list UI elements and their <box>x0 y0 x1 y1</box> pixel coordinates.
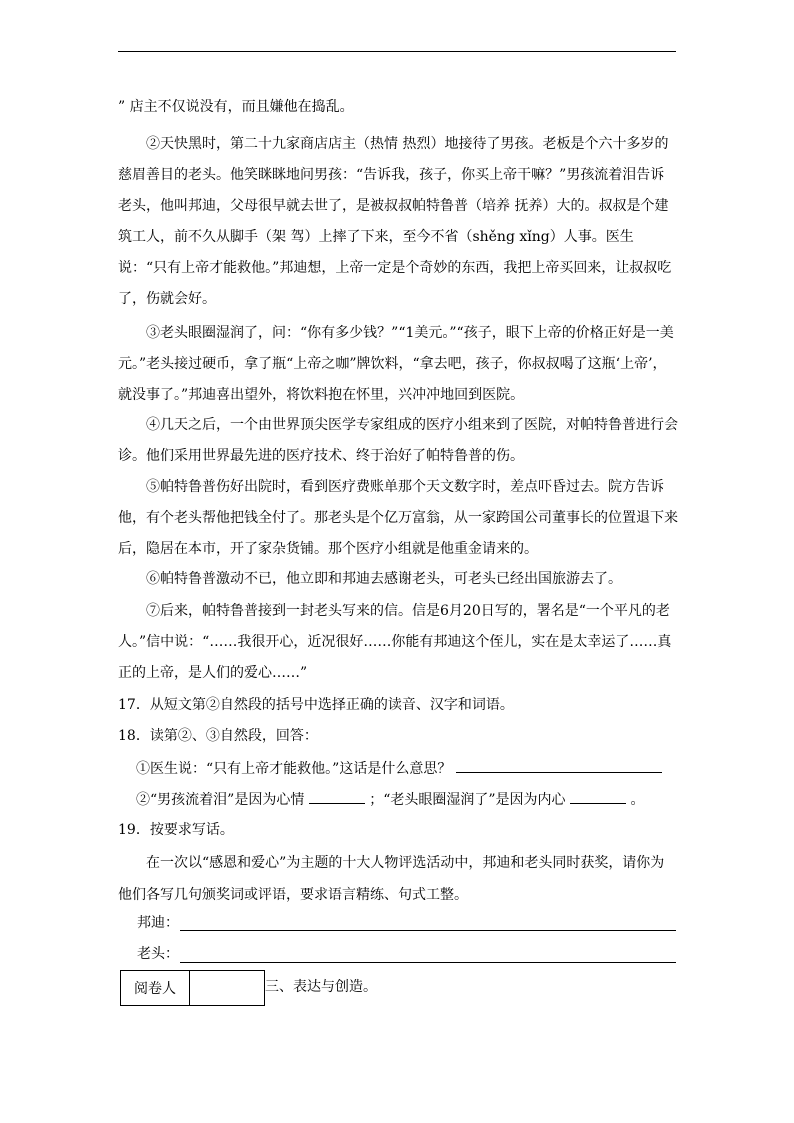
question-18-1 <box>136 758 662 779</box>
story-line-0: ” 店主不仅说没有，而且嫌他在捣乱。 <box>118 99 354 115</box>
header-rule <box>118 51 676 52</box>
question-18-2-text-b: ；“老头眼圈湿润了”是因为内心 <box>369 792 566 808</box>
question-18-2 <box>136 789 644 810</box>
story-paragraph-3: ③老头眼圈湿润了，问：“你有多少钱？”“1美元。”“孩子，眼下上帝的价格正好是一美元。”老头接过硬币，拿了瓶“上帝之咖”牌饮料，“拿去吧，孩子，你叔叔喝了这瓶‘上帝’，就没事了。”邦迪喜出望外，将饮料抱在怀里，兴冲冲地回到医院。 <box>118 325 674 403</box>
bangdi-label: 邦迪： <box>137 915 179 931</box>
story-paragraph-6: ⑥帕特鲁普激动不已，他立即和邦迪去感谢老头，可老头已经出国旅游去了。 <box>146 571 622 587</box>
story-paragraph-5: ⑤帕特鲁普伤好出院时，看到医疗费账单那个天文数字时，差点吓昏过去。院方告诉他，有个老头帮他把钱全付了。那老头是个亿万富翁，从一家跨国公司董事长的位置退下来后，隐居在本市，开了家杂货铺。那个医疗小组就是他重金请来的。 <box>118 479 678 557</box>
bangdi-answer-line[interactable] <box>180 930 676 931</box>
question-18-1-text: ①医生说：“只有上帝才能救他。”这话是什么意思？ <box>136 761 452 777</box>
question-19: 19．按要求写话。 <box>118 822 234 838</box>
question-18: 18．读第②、③自然段，回答： <box>118 728 318 744</box>
grader-label: 阅卷人 <box>121 971 190 1005</box>
question-18-2-text-c: 。 <box>630 792 645 808</box>
answer-blank-18-2b[interactable] <box>570 789 626 804</box>
question-19-description: 在一次以“感恩和爱心”为主题的十大人物评选活动中，邦迪和老头同时获奖，请你为他们各写几句颁奖词或评语，要求语言精练、句式工整。 <box>118 855 665 903</box>
laotou-answer-line[interactable] <box>180 962 676 963</box>
story-paragraph-4: ④几天之后，一个由世界顶尖医学专家组成的医疗小组来到了医院，对帕特鲁普进行会诊。他们采用世界最先进的医疗技术、终于治好了帕特鲁普的伤。 <box>118 417 678 464</box>
grader-table <box>120 970 265 1006</box>
laotou-label: 老头： <box>137 946 179 962</box>
answer-blank-18-1[interactable] <box>456 758 662 773</box>
question-18-2-text-a: ②“男孩流着泪”是因为心情 <box>136 792 305 808</box>
question-17: 17．从短文第②自然段的括号中选择正确的读音、汉字和词语。 <box>118 697 514 713</box>
story-paragraph-2: ②天快黑时，第二十九家商店店主（热情 热烈）地接待了男孩。老板是个六十多岁的慈眉善目的老头。他笑眯眯地问男孩：“告诉我，孩子，你买上帝干嘛？”男孩流着泪告诉老头，他叫邦迪，父母很早就去世了，是被叔叔帕特鲁普（培养 抚养）大的。叔叔是个建筑工人，前不久从脚手（架 驾）上摔了下来，至今不省（shěng xǐng）人事。医生说：“只有上帝才能救他。”邦迪想，上帝一定是个奇妙的东西，我把上帝买回来，让叔叔吃了，伤就会好。 <box>118 136 672 307</box>
section-3-heading: 三、表达与创造。 <box>265 979 377 995</box>
story-paragraph-7: ⑦后来，帕特鲁普接到一封老头写来的信。信是6月20日写的，署名是“一个平凡的老人。”信中说：“……我很开心，近况很好……你能有邦迪这个侄儿，实在是太幸运了……真正的上帝，是人们的爱心……” <box>118 603 672 681</box>
grader-value-cell[interactable] <box>190 971 264 1005</box>
answer-blank-18-2a[interactable] <box>309 789 365 804</box>
